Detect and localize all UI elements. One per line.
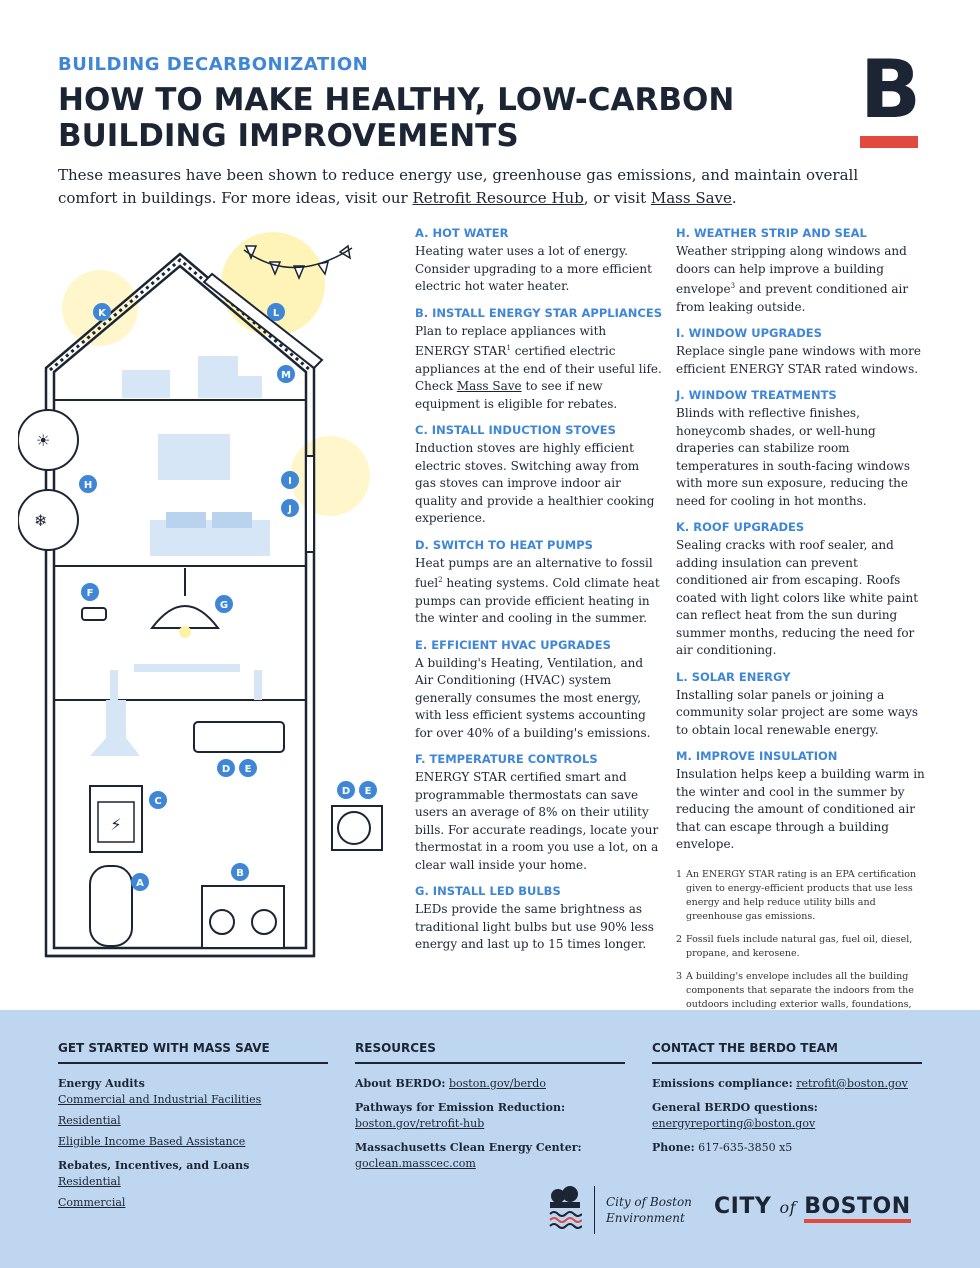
rebates-link-residential[interactable]: Residential	[58, 1175, 121, 1188]
section-body: Induction stoves are highly efficient electric stoves. Switching away from gas stoves can improve indoor air quality and provide a healthier cooking experience.	[415, 441, 655, 525]
footer-heading: RESOURCES	[355, 1040, 625, 1064]
section-window-treatments	[676, 388, 926, 510]
svg-text:⚡: ⚡	[110, 815, 122, 834]
footnotes	[676, 868, 926, 1026]
window-frame	[306, 456, 314, 552]
pathways-label: Pathways for Emission Reduction:	[355, 1101, 565, 1114]
brand-b-logo	[860, 43, 921, 148]
marker-b-text: B	[236, 868, 244, 879]
audit-link-income[interactable]: Eligible Income Based Assistance	[58, 1135, 246, 1148]
kitchen-lower	[90, 700, 382, 948]
marker-c-text: C	[154, 796, 162, 807]
section-heat-pumps	[415, 538, 663, 628]
pillow	[166, 512, 206, 528]
energy-audits-label: Energy Audits	[58, 1077, 145, 1090]
marker-h	[79, 475, 97, 493]
section-body	[676, 243, 926, 316]
section-title: F. TEMPERATURE CONTROLS	[415, 752, 598, 766]
footnote	[676, 868, 926, 924]
page-title: HOW TO MAKE HEALTHY, LOW-CARBON BUILDING IMPROVEMENTS	[58, 82, 735, 154]
house-illustration	[18, 226, 398, 966]
section-title: L. SOLAR ENERGY	[676, 669, 791, 684]
section-body: Sealing cracks with roof sealer, and adding insulation can prevent conditioned air from escaping. Roofs coated with light colors like white paint can reflect heat from the sun during summer months, reducing the need for air conditioning.	[676, 538, 919, 657]
house-walls	[46, 254, 314, 956]
pillow	[212, 512, 252, 528]
section-title: K. ROOF UPGRADES	[676, 520, 805, 534]
house-outer-wall	[46, 254, 314, 956]
footer-logos	[548, 1186, 928, 1236]
svg-text:❄: ❄	[34, 511, 48, 530]
body-text: and prevent conditioned air from leaking outside.	[676, 282, 909, 314]
range-hood	[90, 700, 140, 756]
body-text: to see if new equipment is eligible for rebates.	[415, 379, 618, 411]
section-title: I. WINDOW UPGRADES	[676, 326, 822, 340]
section-title: E. EFFICIENT HVAC UPGRADES	[415, 637, 611, 652]
mass-save-link[interactable]: Mass Save	[456, 379, 522, 393]
footnote	[676, 933, 926, 961]
footnote-number: 1	[676, 868, 683, 880]
section-body: LEDs provide the same brightness as traditional light bulbs but use 90% less energy and last up to 15 times longer.	[415, 902, 654, 951]
masscec-link[interactable]: goclean.masscec.com	[355, 1157, 476, 1170]
section-title: D. SWITCH TO HEAT PUMPS	[415, 537, 593, 552]
audit-link-residential[interactable]: Residential	[58, 1114, 121, 1127]
footnote-text: Fossil fuels include natural gas, fuel oil, diesel, propane, and kerosene.	[686, 933, 913, 959]
winter-badge	[18, 490, 78, 550]
section-title: M. IMPROVE INSULATION	[676, 749, 838, 763]
sun-glow-window	[290, 436, 370, 516]
footnote-ref: 3	[730, 282, 736, 290]
cob-boston: BOSTON	[804, 1194, 910, 1223]
marker-g-text: G	[219, 600, 229, 611]
marker-m	[277, 365, 295, 383]
section-body	[415, 323, 663, 414]
marker-e-outdoor-text: E	[364, 786, 372, 797]
window-right	[306, 456, 314, 552]
body-text: Weather stripping along windows and doors can help improve a building envelope	[676, 244, 907, 296]
section-title: B. INSTALL ENERGY STAR APPLIANCES	[415, 305, 663, 320]
section-body: Heating water uses a lot of energy. Consider upgrading to a more efficient electric hot water heater.	[415, 244, 652, 293]
chair	[254, 670, 262, 700]
marker-i	[281, 471, 299, 489]
footnote-ref: 2	[438, 576, 443, 584]
section-body: Replace single pane windows with more efficient ENERGY STAR rated windows.	[676, 344, 921, 376]
footer-heading: CONTACT THE BERDO TEAM	[652, 1040, 922, 1064]
section-title: G. INSTALL LED BULBS	[415, 884, 561, 898]
tips-column-right	[676, 226, 926, 1035]
city-of-boston-logo	[714, 1194, 911, 1219]
thermostat	[82, 608, 106, 620]
section-title: A. HOT WATER	[415, 226, 509, 240]
marker-a	[131, 873, 149, 891]
about-berdo-label: About BERDO:	[355, 1077, 446, 1090]
tips-column-left	[415, 226, 663, 964]
intro-text: These measures have been shown to reduce energy use, greenhouse gas emissions, and maintain overall comfort in buildings. For more ideas, visit our	[58, 166, 859, 207]
led-bulb	[179, 626, 191, 638]
section-induction	[415, 423, 663, 528]
marker-g	[215, 595, 233, 613]
marker-j-text: J	[288, 504, 292, 515]
body-text: heating systems. Cold climate heat pumps can provide efficient heating in the winter and cooling in the summer.	[415, 576, 660, 625]
marker-d-outdoor-text: D	[341, 786, 351, 797]
marker-k	[93, 303, 111, 321]
footnote-ref: 1	[506, 344, 511, 352]
bedroom-picture	[158, 434, 230, 480]
cob-city: CITY	[714, 1194, 772, 1219]
marker-a-text: A	[136, 878, 144, 889]
footer-mass-save	[58, 1040, 328, 1216]
pendant-lamp	[152, 606, 218, 628]
kitchen-dining	[82, 568, 262, 700]
seasonal-badges	[18, 410, 78, 550]
footnote-text: A building's envelope includes all the building components that separate the indoors from the outdoors including exterior walls, foundations,	[686, 970, 914, 1010]
brand-b-underline	[860, 136, 918, 148]
environment-logo-text	[606, 1194, 692, 1226]
general-questions-label: General BERDO questions:	[652, 1101, 818, 1114]
mass-save-link[interactable]: Mass Save	[650, 189, 732, 207]
phone-value: 617-635-3850 x5	[698, 1141, 793, 1154]
section-hot-water	[415, 226, 663, 296]
section-body: A building's Heating, Ventilation, and Air Conditioning (HVAC) system generally consumes the most energy, with less efficient systems accounting for over 40% of a building's emissions.	[415, 655, 651, 740]
section-led	[415, 884, 663, 954]
marker-i-text: I	[288, 476, 292, 487]
marker-k-text: K	[98, 308, 106, 319]
bedroom	[150, 434, 270, 556]
marker-m-text: M	[281, 370, 291, 381]
marker-d	[217, 759, 235, 777]
marker-e-text: E	[244, 764, 252, 775]
environment-logo-icon	[548, 1186, 582, 1230]
marker-d-text: D	[221, 764, 231, 775]
marker-l	[267, 303, 285, 321]
masscec-label: Massachusetts Clean Energy Center:	[355, 1141, 582, 1154]
logo-divider	[594, 1186, 595, 1234]
brand-b-letter: B	[860, 43, 921, 136]
phone-label: Phone:	[652, 1141, 695, 1154]
retrofit-hub-link[interactable]: Retrofit Resource Hub	[412, 189, 584, 207]
marker-j	[281, 499, 299, 517]
section-body: Insulation helps keep a building warm in the winter and cool in the summer by reducing the amount of conditioned air that can escape through a building envelope.	[676, 767, 925, 851]
mini-split	[194, 722, 284, 752]
emissions-label: Emissions compliance:	[652, 1077, 793, 1090]
body-text: Plan to replace appliances with ENERGY STAR	[415, 323, 607, 358]
section-body: Blinds with reflective finishes, honeycomb shades, or well-hung draperies can stabilize room temperatures in south-facing windows with more sun exposure, reducing the need for cooling in hot months.	[676, 406, 910, 508]
marker-h-text: H	[83, 480, 93, 491]
water-heater	[90, 866, 132, 946]
intro-text: .	[731, 189, 737, 207]
footer-contact	[652, 1040, 922, 1156]
audit-link-commercial[interactable]: Commercial and Industrial Facilities	[58, 1093, 262, 1106]
general-email-link[interactable]: energyreporting@boston.gov	[652, 1117, 816, 1130]
footnote-number: 2	[676, 933, 683, 945]
marker-c	[149, 791, 167, 809]
svg-text:☀: ☀	[36, 431, 51, 450]
intro-text: , or visit	[583, 189, 651, 207]
dining-table	[134, 664, 240, 672]
section-window-upgrades	[676, 326, 926, 378]
section-roof	[676, 520, 926, 660]
section-insulation	[676, 749, 926, 854]
about-berdo-link[interactable]: boston.gov/berdo	[448, 1077, 546, 1090]
section-solar	[676, 670, 926, 740]
section-body	[415, 555, 663, 628]
marker-b	[231, 863, 249, 881]
marker-f	[81, 583, 99, 601]
washer-dryer	[202, 886, 284, 948]
marker-l-text: L	[272, 308, 280, 319]
marker-f-text: F	[86, 588, 94, 599]
section-body: Installing solar panels or joining a community solar project are some ways to obtain local renewable energy.	[676, 687, 919, 737]
intro-paragraph	[58, 164, 918, 210]
section-title: J. WINDOW TREATMENTS	[676, 388, 837, 402]
section-energy-star	[415, 306, 663, 414]
body-text: Heat pumps are an alternative to fossil fuel	[415, 555, 653, 590]
eyebrow: BUILDING DECARBONIZATION	[58, 54, 369, 75]
chair	[110, 670, 118, 700]
env-line: City of Boston	[606, 1195, 692, 1209]
section-temperature-controls	[415, 752, 663, 874]
env-line: Environment	[606, 1211, 685, 1225]
emissions-email-link[interactable]: retrofit@boston.gov	[796, 1077, 908, 1090]
section-body: ENERGY STAR certified smart and programmable thermostats can save users an average of 8% on their utility bills. For accurate readings, locate your thermostat in a room you use a lot, on a clear wall inside your home.	[415, 770, 659, 872]
body-text: certified electric appliances at the end of their useful life. Check	[415, 344, 662, 393]
section-hvac	[415, 638, 663, 743]
marker-e-outdoor	[359, 781, 377, 799]
rebates-label: Rebates, Incentives, and Loans	[58, 1159, 250, 1172]
pathways-link[interactable]: boston.gov/retrofit-hub	[355, 1117, 485, 1130]
marker-e	[239, 759, 257, 777]
rebates-link-commercial[interactable]: Commercial	[58, 1196, 126, 1209]
footnote-text: An ENERGY STAR rating is an EPA certification given to energy-efficient products that use less energy and help reduce utility bills and greenhouse gas emissions.	[686, 868, 917, 922]
attic-boxes	[122, 356, 262, 398]
footnote-number: 3	[676, 970, 683, 982]
footer-heading: GET STARTED WITH MASS SAVE	[58, 1040, 328, 1064]
section-title: H. WEATHER STRIP AND SEAL	[676, 226, 867, 240]
footer-resources	[355, 1040, 625, 1177]
cob-of: of	[779, 1198, 797, 1217]
section-weather-strip	[676, 226, 926, 316]
section-title: C. INSTALL INDUCTION STOVES	[415, 423, 616, 437]
marker-d-outdoor	[337, 781, 355, 799]
